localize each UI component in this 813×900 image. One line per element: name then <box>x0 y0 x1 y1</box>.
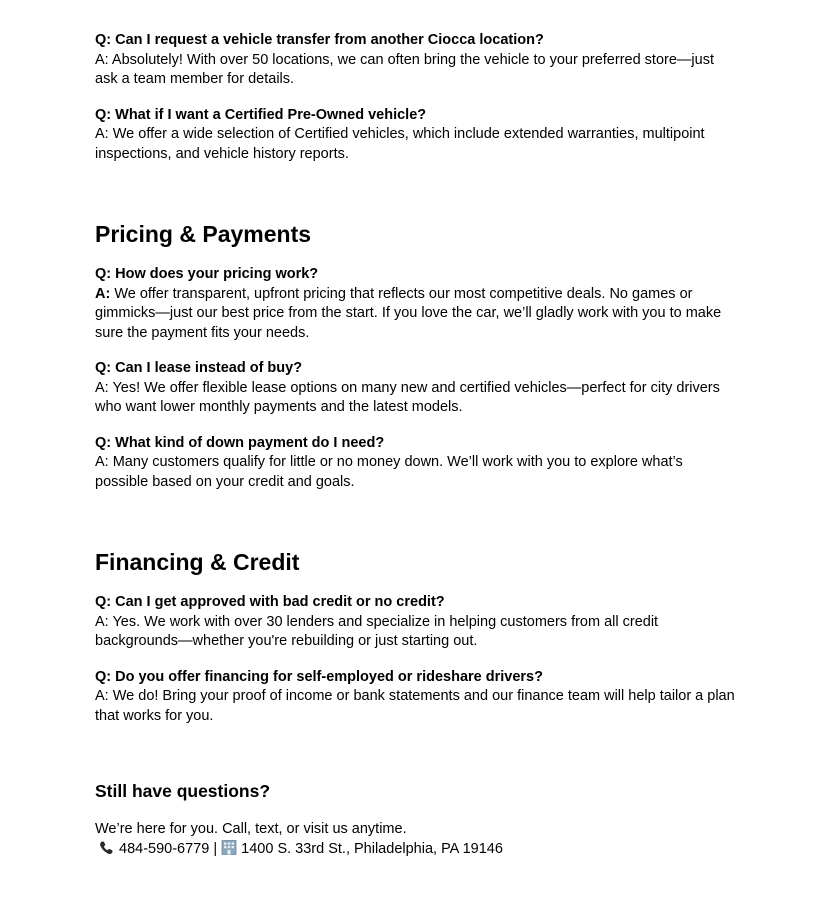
faq-answer <box>95 125 735 164</box>
faq-answer <box>95 613 735 652</box>
telephone-receiver-icon <box>99 840 115 855</box>
address[interactable]: 1400 S. 33rd St., Philadelphia, PA 19146 <box>241 840 503 857</box>
faq-question: Q: What if I want a Certified Pre-Owned vehicle? <box>95 106 427 123</box>
answer-text: We offer transparent, upfront pricing that reflects our most competitive deals. No games or gimmicks—just our best price from the start. If you love the car, we’ll gladly work with you to make sure the payment fits your needs. <box>95 285 722 341</box>
faq-item-self-employed <box>95 668 735 727</box>
faq-answer <box>95 687 735 726</box>
answer-text: Yes. We work with over 30 lenders and specialize in helping customers from all credit backgrounds—whether you're rebuilding or just starting out. <box>95 613 659 649</box>
section-title-financing: Financing & Credit <box>95 549 300 575</box>
answer-prefix: A: <box>95 613 109 630</box>
answer-prefix: A: <box>95 379 109 396</box>
faq-item-certified-pre-owned <box>95 106 735 165</box>
faq-answer <box>95 453 735 492</box>
answer-text: We do! Bring your proof of income or bank statements and our finance team will help tailor a plan that works for you. <box>95 688 735 724</box>
faq-answer <box>95 379 735 418</box>
faq-item-bad-credit <box>95 593 735 652</box>
faq-answer <box>95 285 735 344</box>
faq-question: Q: How does your pricing work? <box>95 266 319 282</box>
answer-text: Yes! We offer flexible lease options on many new and certified vehicles—perfect for city drivers who want lower monthly payments and the latest models. <box>95 379 720 415</box>
office-building-icon <box>221 840 237 855</box>
answer-text: Absolutely! With over 50 locations, we can often bring the vehicle to your preferred store—just ask a team member for details. <box>95 51 714 87</box>
separator: | <box>213 840 218 857</box>
contact-details <box>95 840 735 860</box>
answer-prefix: A: <box>95 126 109 142</box>
answer-text: We offer a wide selection of Certified vehicles, which include extended warranties, multipoint inspections, and vehicle history reports. <box>95 126 705 162</box>
answer-prefix: A: <box>95 285 111 302</box>
document-page <box>95 31 735 859</box>
faq-question: Q: Can I request a vehicle transfer from another Ciocca location? <box>95 32 544 48</box>
answer-text: Many customers qualify for little or no money down. We’ll work with you to explore what’s possible based on your credit and goals. <box>95 454 683 490</box>
faq-item-vehicle-transfer <box>95 31 735 90</box>
section-title-pricing: Pricing & Payments <box>95 221 312 247</box>
faq-item-pricing-work <box>95 265 735 343</box>
faq-question: Q: Can I get approved with bad credit or no credit? <box>95 594 445 610</box>
contact-intro: We’re here for you. Call, text, or visit us anytime. <box>95 821 407 837</box>
phone-number[interactable]: 484-590-6779 <box>119 840 210 857</box>
faq-answer <box>95 51 735 90</box>
faq-question: Q: What kind of down payment do I need? <box>95 434 385 451</box>
faq-item-lease <box>95 359 735 418</box>
faq-question: Q: Do you offer financing for self-employed or rideshare drivers? <box>95 668 543 685</box>
answer-prefix: A: <box>95 454 109 470</box>
contact-title: Still have questions? <box>95 781 271 801</box>
answer-prefix: A: <box>95 51 109 68</box>
faq-item-down-payment <box>95 434 735 493</box>
faq-question: Q: Can I lease instead of buy? <box>95 360 303 376</box>
answer-prefix: A: <box>95 688 109 704</box>
